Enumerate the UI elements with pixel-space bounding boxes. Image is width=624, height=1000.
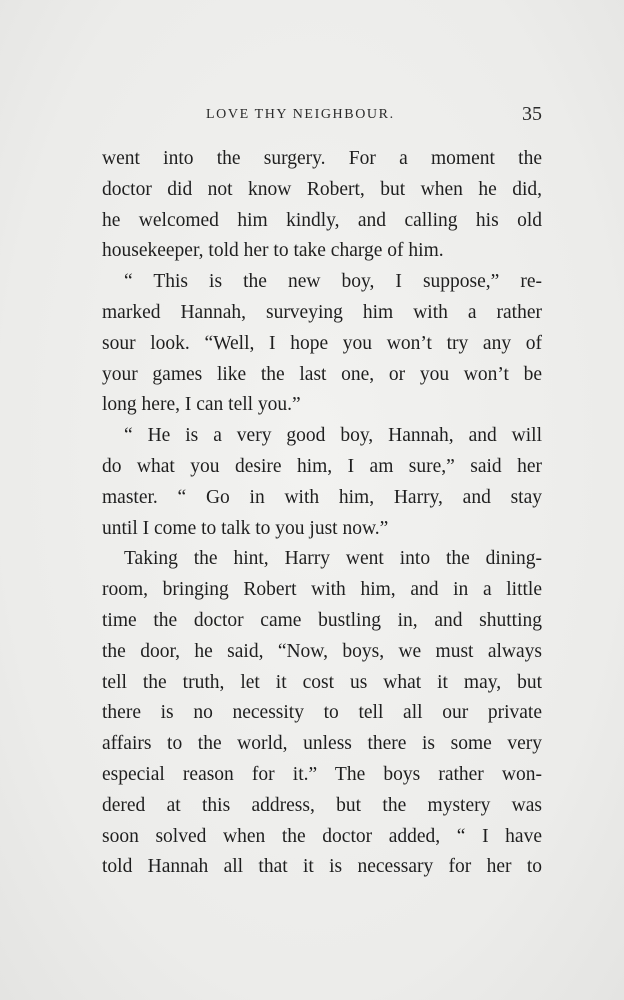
text-line: sour look. “Well, I hope you won’t try any of bbox=[102, 332, 542, 354]
text-line: marked Hannah, surveying him with a rather bbox=[102, 301, 542, 323]
text-line: there is no necessity to tell all our private bbox=[102, 702, 542, 724]
text-line: time the doctor came bustling in, and shutting bbox=[102, 609, 542, 631]
text-line: affairs to the world, unless there is some very bbox=[102, 733, 542, 755]
text-line: dered at this address, but the mystery was bbox=[102, 794, 542, 816]
text-line: “ He is a very good boy, Hannah, and will bbox=[124, 425, 542, 447]
text-line: room, bringing Robert with him, and in a little bbox=[102, 579, 542, 601]
text-line: went into the surgery. For a moment the bbox=[102, 148, 542, 169]
body-text bbox=[102, 144, 542, 883]
text-line: until I come to talk to you just now.” bbox=[102, 517, 389, 539]
page-header bbox=[102, 103, 544, 129]
text-line: master. “ Go in with him, Harry, and stay bbox=[102, 486, 542, 508]
text-line: “ This is the new boy, I suppose,” re- bbox=[124, 271, 542, 293]
text-line: he welcomed him kindly, and calling his old bbox=[102, 209, 542, 231]
text-line: tell the truth, let it cost us what it may, but bbox=[102, 671, 542, 693]
text-line: your games like the last one, or you won’t be bbox=[102, 363, 542, 385]
text-line: soon solved when the doctor added, “ I have bbox=[102, 825, 542, 847]
text-line: housekeeper, told her to take charge of him. bbox=[102, 240, 444, 262]
page-number: 35 bbox=[522, 103, 542, 125]
text-line: told Hannah all that it is necessary for her to bbox=[102, 856, 542, 878]
text-line: the door, he said, “Now, boys, we must always bbox=[102, 640, 542, 662]
text-line: doctor did not know Robert, but when he did, bbox=[102, 178, 542, 200]
text-line: do what you desire him, I am sure,” said her bbox=[102, 455, 542, 477]
text-line: long here, I can tell you.” bbox=[102, 394, 301, 416]
text-line: Taking the hint, Harry went into the dining- bbox=[124, 548, 542, 570]
running-title: LOVE THY NEIGHBOUR. bbox=[206, 107, 395, 122]
text-line: especial reason for it.” The boys rather won- bbox=[102, 763, 542, 785]
